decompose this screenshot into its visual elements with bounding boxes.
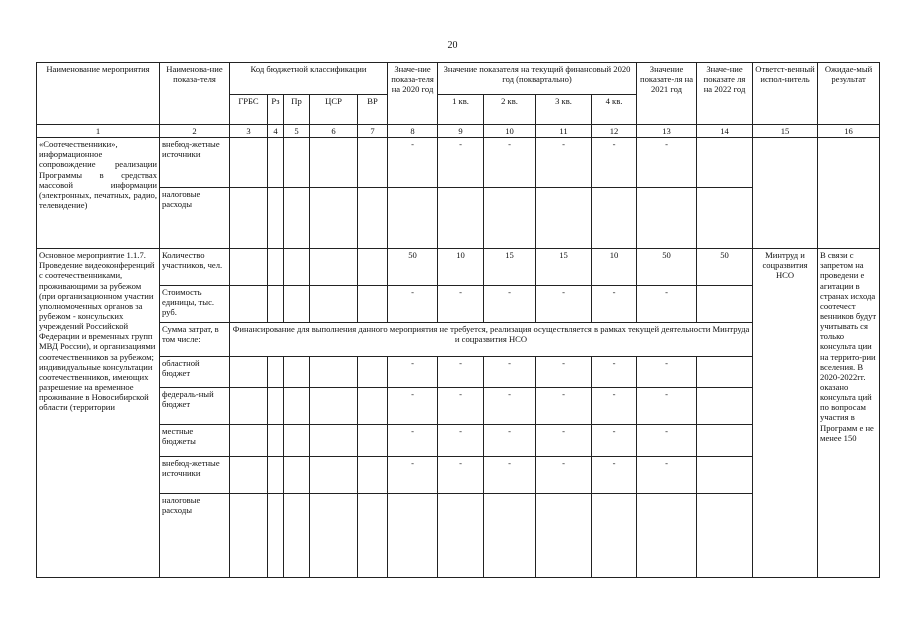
value-2022: [697, 457, 753, 494]
value-2021: -: [637, 357, 697, 388]
value-q2: -: [484, 286, 536, 323]
value-2022: 50: [697, 249, 753, 286]
value-2020: -: [388, 425, 438, 457]
value-2021: -: [637, 286, 697, 323]
value-q1: -: [438, 425, 484, 457]
col-number: 6: [310, 125, 358, 138]
header-executor: Ответст-венный испол-нитель: [753, 63, 818, 125]
value-2021: -: [637, 457, 697, 494]
value-q3: -: [536, 357, 592, 388]
expected-result: В связи с запретом на проведени е агитации в странах исхода соотечест венников будут учитывать ся только консульта ции на террито-рии вселения. В 2020-2022гг. оказано консульта ций по вопросам участия в Программ е не менее 150: [818, 249, 880, 578]
value-2022: [697, 425, 753, 457]
value-q1: -: [438, 457, 484, 494]
header-csr: ЦСР: [310, 95, 358, 125]
table-row: [37, 249, 880, 286]
value-q1: 10: [438, 249, 484, 286]
table-row: [37, 138, 880, 188]
col-number: 10: [484, 125, 536, 138]
indicator-name: местные бюджеты: [160, 425, 230, 457]
event-name: «Соотечественники», информационное сопровождение реализации Программы в средствах массовой информации (электронных, печатных, радио, телевидение): [37, 138, 160, 249]
indicator-name: областной бюджет: [160, 357, 230, 388]
indicator-name: Стоимость единицы, тыс. руб.: [160, 286, 230, 323]
value-q4: -: [592, 388, 637, 425]
value-q3: -: [536, 457, 592, 494]
indicator-name: Сумма затрат, в том числе:: [160, 323, 230, 357]
value-2022: [697, 188, 753, 249]
header-value-2022: Значе-ние показате ля на 2022 год: [697, 63, 753, 125]
value-2021: [637, 494, 697, 578]
value-q2: -: [484, 388, 536, 425]
value-q4: -: [592, 286, 637, 323]
value-2020: -: [388, 286, 438, 323]
value-2020: [388, 494, 438, 578]
col-number: 8: [388, 125, 438, 138]
header-budget-code: Код бюджетной классификации: [230, 63, 388, 95]
header-event: Наименование мероприятия: [37, 63, 160, 125]
value-2022: [697, 357, 753, 388]
header-q1: 1 кв.: [438, 95, 484, 125]
value-q3: -: [536, 425, 592, 457]
financing-note: Финансирование для выполнения данного мероприятия не требуется, реализация осуществляется в рамках текущей деятельности Минтруда и соцразвития НСО: [230, 323, 753, 357]
value-q3: 15: [536, 249, 592, 286]
value-2020: -: [388, 457, 438, 494]
value-q1: [438, 188, 484, 249]
value-2021: -: [637, 425, 697, 457]
col-number: 14: [697, 125, 753, 138]
value-q2: -: [484, 357, 536, 388]
value-q3: -: [536, 138, 592, 188]
value-q4: -: [592, 425, 637, 457]
value-q1: [438, 494, 484, 578]
value-2020: -: [388, 138, 438, 188]
value-2022: [697, 138, 753, 188]
value-q3: -: [536, 286, 592, 323]
value-q4: -: [592, 457, 637, 494]
value-q1: -: [438, 138, 484, 188]
value-q4: -: [592, 138, 637, 188]
indicator-name: федераль-ный бюджет: [160, 388, 230, 425]
value-q2: -: [484, 457, 536, 494]
value-q3: [536, 494, 592, 578]
value-q4: [592, 494, 637, 578]
value-2021: -: [637, 138, 697, 188]
header-q4: 4 кв.: [592, 95, 637, 125]
value-2020: 50: [388, 249, 438, 286]
header-indicator: Наименова-ние показа-теля: [160, 63, 230, 125]
col-number: 13: [637, 125, 697, 138]
header-pr: Пр: [284, 95, 310, 125]
value-q3: [536, 188, 592, 249]
value-q2: [484, 188, 536, 249]
page-number: 20: [447, 40, 458, 51]
value-q2: -: [484, 425, 536, 457]
header-q2: 2 кв.: [484, 95, 536, 125]
value-2021: 50: [637, 249, 697, 286]
event-name: Основное мероприятие 1.1.7. Проведение видеоконференций с соотечественниками, проживающими за рубежом (при организационном участии уполномоченных органов за рубежом - консульских учреждений Российской Федерации и временных групп МВД России), и организациями соотечественников за рубежом; индивидуальные консультации соотечественников, имеющих разрешение на временное проживание в Новосибирской области (территории: [37, 249, 160, 578]
indicator-name: внебюд-жетные источники: [160, 457, 230, 494]
col-number: 2: [160, 125, 230, 138]
col-number: 1: [37, 125, 160, 138]
header-value-2020: Значе-ние показа-теля на 2020 год: [388, 63, 438, 125]
value-q1: -: [438, 388, 484, 425]
value-2020: [388, 188, 438, 249]
value-q2: -: [484, 138, 536, 188]
value-2020: -: [388, 357, 438, 388]
col-number: 3: [230, 125, 268, 138]
value-q2: 15: [484, 249, 536, 286]
header-grbs: ГРБС: [230, 95, 268, 125]
value-2021: [637, 188, 697, 249]
value-q1: -: [438, 286, 484, 323]
value-q4: -: [592, 357, 637, 388]
executor: Минтруд и соцразвития НСО: [753, 249, 818, 578]
col-number: 11: [536, 125, 592, 138]
indicator-name: налоговые расходы: [160, 494, 230, 578]
indicator-name: внебюд-жетные источники: [160, 138, 230, 188]
value-2022: [697, 286, 753, 323]
col-number: 7: [358, 125, 388, 138]
value-2020: -: [388, 388, 438, 425]
value-q3: -: [536, 388, 592, 425]
indicator-name: налоговые расходы: [160, 188, 230, 249]
value-q1: -: [438, 357, 484, 388]
header-vr: ВР: [358, 95, 388, 125]
header-q3: 3 кв.: [536, 95, 592, 125]
col-number: 4: [268, 125, 284, 138]
col-number: 15: [753, 125, 818, 138]
indicator-name: Количество участников, чел.: [160, 249, 230, 286]
value-q4: [592, 188, 637, 249]
col-number: 12: [592, 125, 637, 138]
header-value-2021: Значение показате-ля на 2021 год: [637, 63, 697, 125]
column-numbers-row: [37, 125, 880, 138]
col-number: 5: [284, 125, 310, 138]
header-rz: Рз: [268, 95, 284, 125]
value-q2: [484, 494, 536, 578]
col-number: 16: [818, 125, 880, 138]
header-current-year: Значение показателя на текущий финансовый 2020 год (поквартально): [438, 63, 637, 95]
col-number: 9: [438, 125, 484, 138]
program-table: [36, 62, 880, 578]
value-2022: [697, 494, 753, 578]
value-q4: 10: [592, 249, 637, 286]
header-result: Ожидае-мый результат: [818, 63, 880, 125]
value-2022: [697, 388, 753, 425]
value-2021: -: [637, 388, 697, 425]
